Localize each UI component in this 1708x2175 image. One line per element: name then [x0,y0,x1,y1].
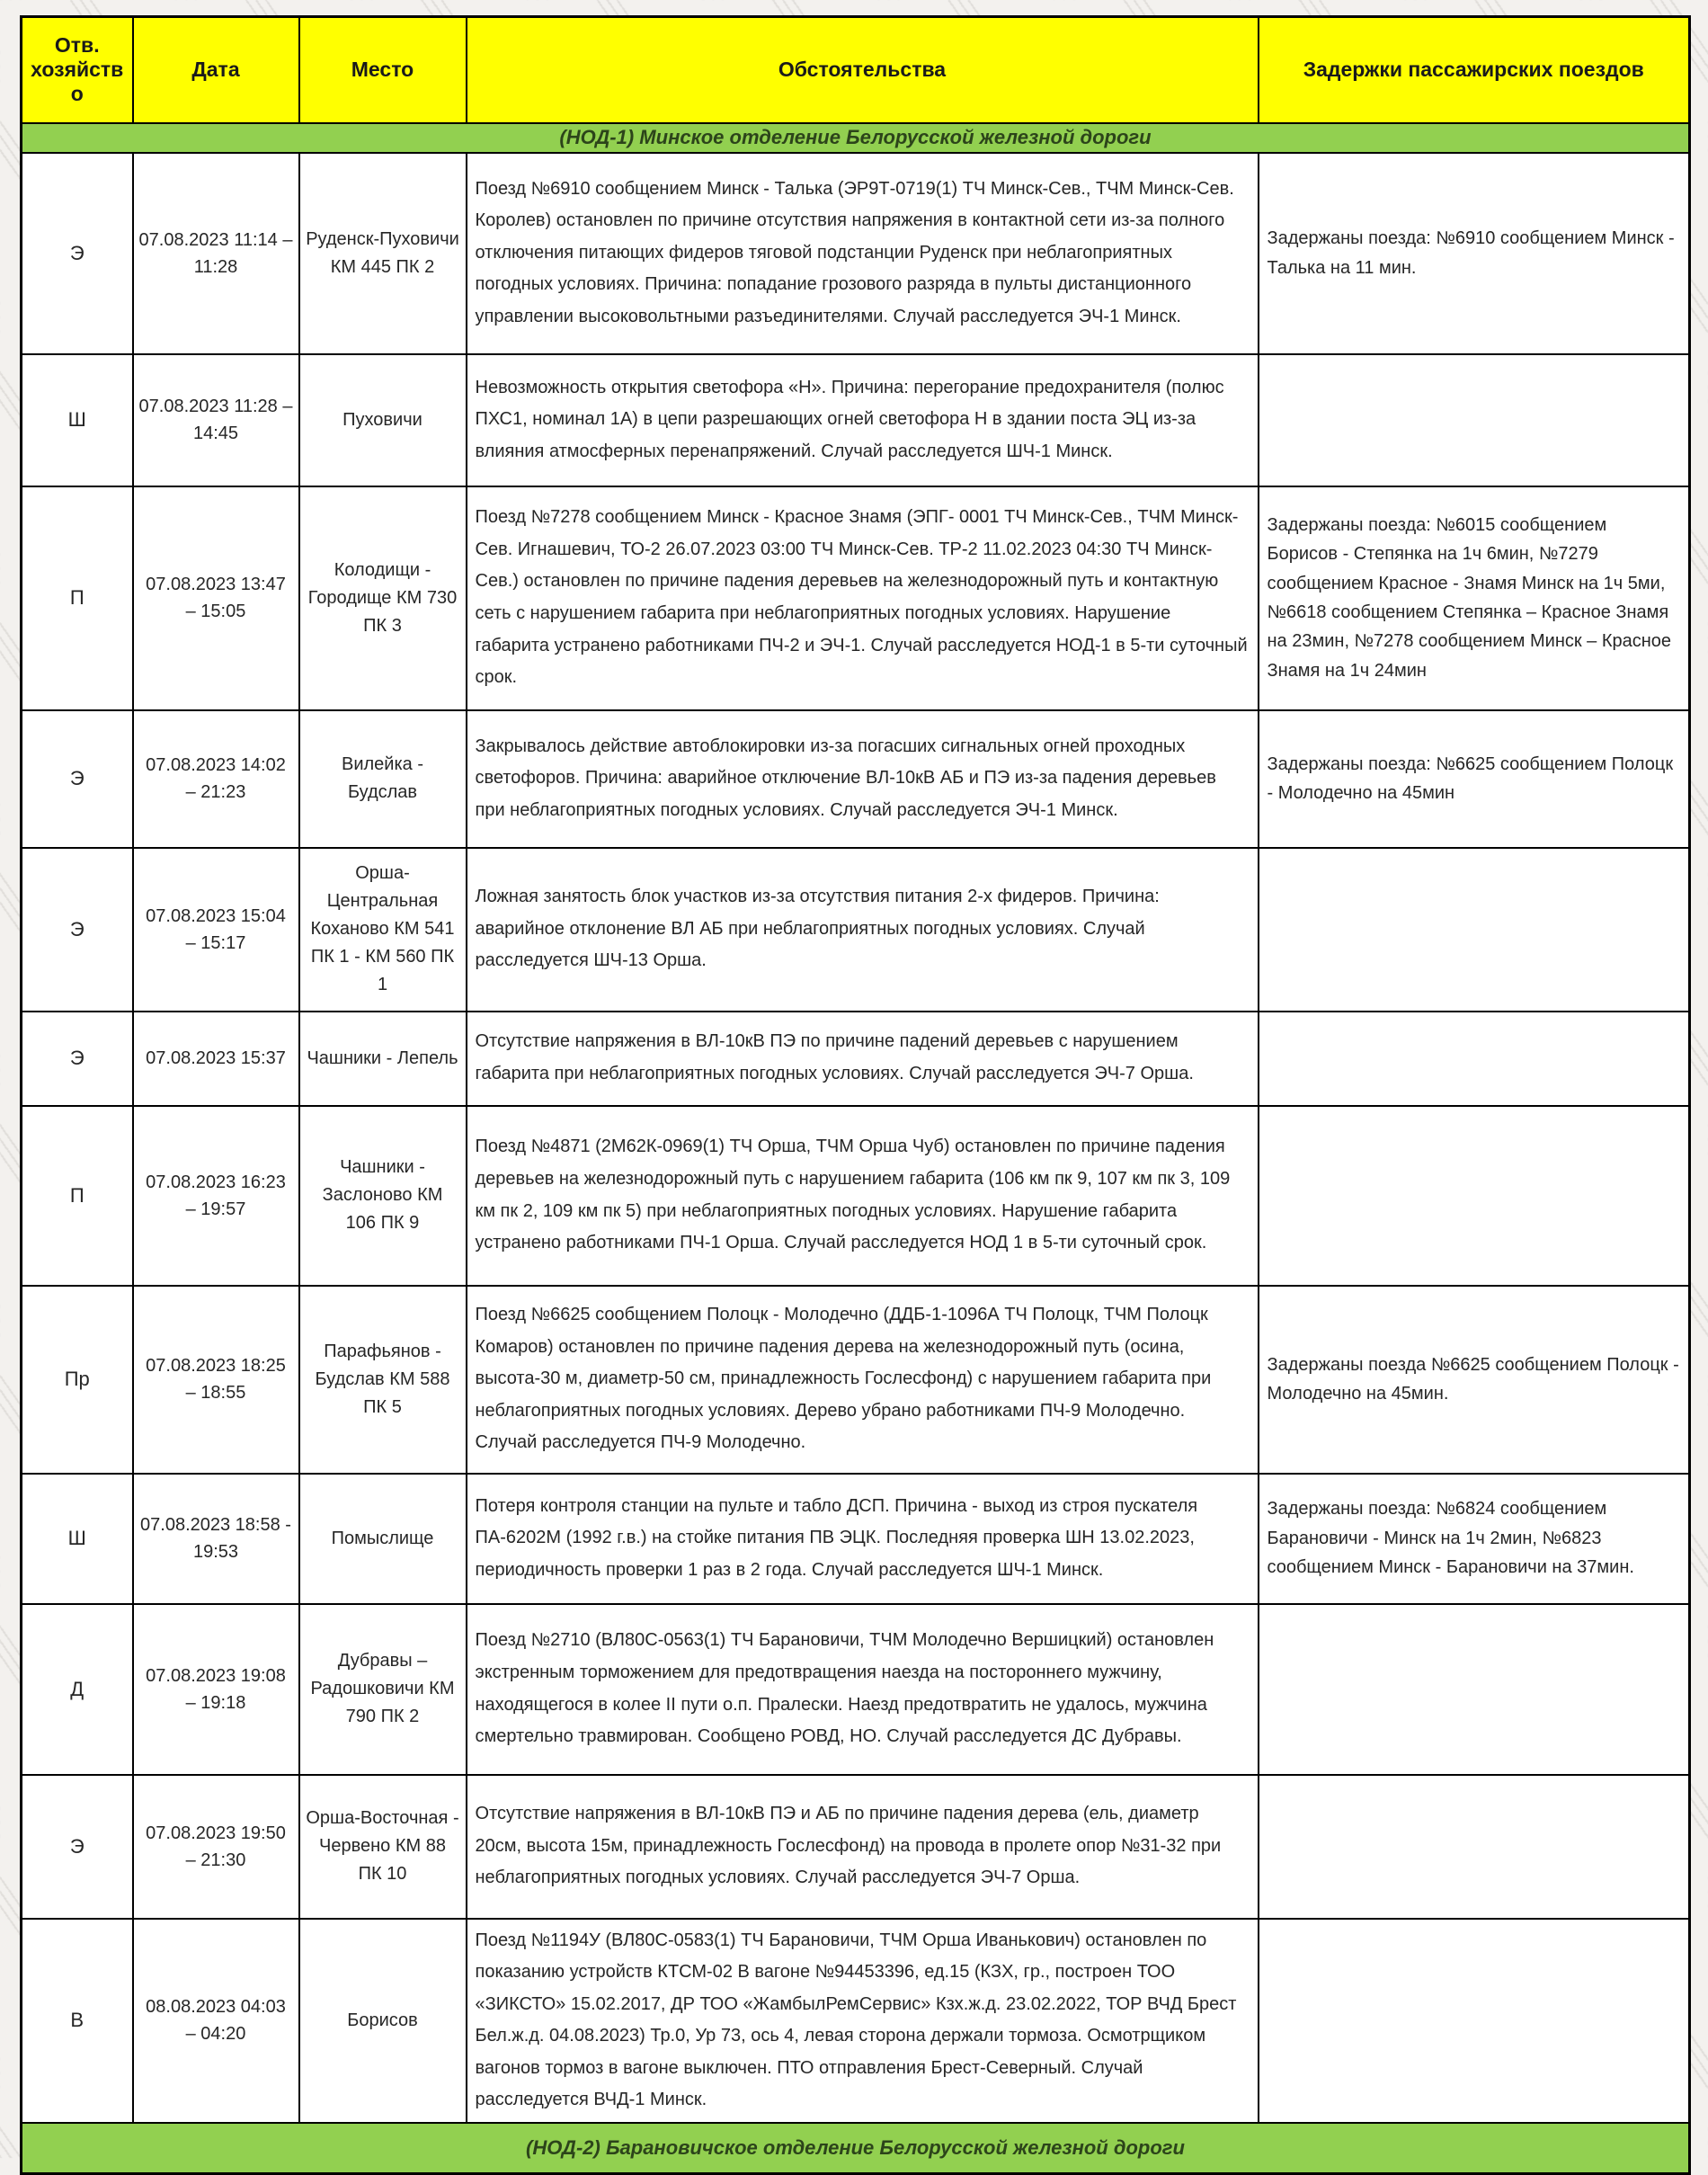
table-row [22,1919,1690,2124]
delays-cell: Задержаны поезда: №6910 сообщением Минск - Талька на 11 мин. [1259,153,1690,354]
section-header-nod2: (НОД-2) Барановичское отделение Белорусской железной дороги [22,2123,1690,2173]
delays-cell [1259,1604,1690,1775]
table-row [22,1775,1690,1919]
table-row [22,1604,1690,1775]
column-header-dept: Отв. хозяйство [22,17,133,123]
dept-cell: Э [22,153,133,354]
date-cell: 07.08.2023 19:08 – 19:18 [133,1604,299,1775]
place-cell: Чашники - Заслоново КМ 106 ПК 9 [299,1106,467,1286]
date-cell: 08.08.2023 04:03 – 04:20 [133,1919,299,2124]
place-cell: Борисов [299,1919,467,2124]
circumstances-cell: Поезд №6910 сообщением Минск - Талька (ЭР9Т-0719(1) ТЧ Минск-Сев., ТЧМ Минск-Сев. Королев) остановлен по причине отсутствия напряжения в контактной сети из-за полного отключения питающих фидеров тяговой подстанции Руденск при неблагоприятных погодных условиях. Причина: попадание грозового разряда в пульты дистанционного управлении высоковольтными разъединителями. Случай расследуется ЭЧ-1 Минск. [467,153,1259,354]
section-header-row-nod1 [22,123,1690,153]
incident-table [20,15,1691,2175]
dept-cell: Ш [22,1474,133,1604]
delays-cell: Задержаны поезда №6625 сообщением Полоцк - Молодечно на 45мин. [1259,1286,1690,1474]
dept-cell: Пр [22,1286,133,1474]
table-row [22,1012,1690,1106]
place-cell: Вилейка - Будслав [299,710,467,848]
column-header-date: Дата [133,17,299,123]
date-cell: 07.08.2023 18:58 - 19:53 [133,1474,299,1604]
date-cell: 07.08.2023 15:37 [133,1012,299,1106]
column-header-circumstances: Обстоятельства [467,17,1259,123]
delays-cell [1259,1106,1690,1286]
delays-cell [1259,1012,1690,1106]
date-cell: 07.08.2023 14:02 – 21:23 [133,710,299,848]
table-row [22,354,1690,486]
place-cell: Помыслище [299,1474,467,1604]
dept-cell: Э [22,848,133,1012]
dept-cell: В [22,1919,133,2124]
date-cell: 07.08.2023 13:47 – 15:05 [133,486,299,710]
dept-cell: Э [22,1775,133,1919]
delays-cell [1259,1919,1690,2124]
table-row [22,710,1690,848]
table-row [22,848,1690,1012]
delays-cell [1259,354,1690,486]
circumstances-cell: Поезд №1194У (ВЛ80С-0583(1) ТЧ Барановичи, ТЧМ Орша Иванькович) остановлен по показанию устройств КТСМ-02 В вагоне №94453396, ед.15 (КЗХ, гр., построен ТОО «ЗИКСТО» 15.02.2017, ДР ТОО «ЖамбылРемСервис» Кзх.ж.д. 23.02.2022, ТОР ВЧД Брест Бел.ж.д. 04.08.2023) Тр.0, Ур 73, ось 4, левая сторона держали тормоза. Осмотрщиком вагонов тормоз в вагоне выключен. ПТО отправления Брест-Северный. Случай расследуется ВЧД-1 Минск. [467,1919,1259,2124]
table-row [22,153,1690,354]
dept-cell: Ш [22,354,133,486]
date-cell: 07.08.2023 18:25 – 18:55 [133,1286,299,1474]
date-cell: 07.08.2023 15:04 – 15:17 [133,848,299,1012]
dept-cell: П [22,486,133,710]
place-cell: Орша-Восточная - Червено КМ 88 ПК 10 [299,1775,467,1919]
table-row [22,486,1690,710]
dept-cell: Э [22,1012,133,1106]
place-cell: Колодищи - Городище КМ 730 ПК 3 [299,486,467,710]
dept-cell: Э [22,710,133,848]
table-row [22,1474,1690,1604]
circumstances-cell: Потеря контроля станции на пульте и табло ДСП. Причина - выход из строя пускателя ПА-6202М (1992 г.в.) на стойке питания ПВ ЭЦК. Последняя проверка ШН 13.02.2023, периодичность проверки 1 раз в 2 года. Случай расследуется ШЧ-1 Минск. [467,1474,1259,1604]
date-cell: 07.08.2023 19:50 – 21:30 [133,1775,299,1919]
circumstances-cell: Поезд №4871 (2М62К-0969(1) ТЧ Орша, ТЧМ Орша Чуб) остановлен по причине падения деревьев на железнодорожный путь с нарушением габарита (106 км пк 9, 107 км пк 3, 109 км пк 2, 109 км пк 5) при неблагоприятных погодных условиях. Нарушение габарита устранено работниками ПЧ-1 Орша. Случай расследуется НОД 1 в 5-ти суточный срок. [467,1106,1259,1286]
circumstances-cell: Отсутствие напряжения в ВЛ-10кВ ПЭ и АБ по причине падения дерева (ель, диаметр 20см, высота 15м, принадлежность Гослесфонд) на провода в пролете опор №31-32 при неблагоприятных погодных условиях. Случай расследуется ЭЧ-7 Орша. [467,1775,1259,1919]
table-row [22,1286,1690,1474]
column-header-delays: Задержки пассажирских поездов [1259,17,1690,123]
place-cell: Дубравы – Радошковичи КМ 790 ПК 2 [299,1604,467,1775]
circumstances-cell: Ложная занятость блок участков из-за отсутствия питания 2-х фидеров. Причина: аварийное отклонение ВЛ АБ при неблагоприятных погодных условиях. Случай расследуется ШЧ-13 Орша. [467,848,1259,1012]
circumstances-cell: Поезд №6625 сообщением Полоцк - Молодечно (ДДБ-1-1096А ТЧ Полоцк, ТЧМ Полоцк Комаров) остановлен по причине падения дерева на железнодорожный путь (осина, высота-30 м, диаметр-50 см, принадлежность Гослесфонд) с нарушением габарита при неблагоприятных погодных условиях. Дерево убрано работниками ПЧ-9 Молодечно. Случай расследуется ПЧ-9 Молодечно. [467,1286,1259,1474]
delays-cell: Задержаны поезда: №6625 сообщением Полоцк - Молодечно на 45мин [1259,710,1690,848]
dept-cell: Д [22,1604,133,1775]
section-header-nod1: (НОД-1) Минское отделение Белорусской железной дороги [22,123,1690,153]
delays-cell: Задержаны поезда: №6824 сообщением Барановичи - Минск на 1ч 2мин, №6823 сообщением Минск - Барановичи на 37мин. [1259,1474,1690,1604]
table-row [22,1106,1690,1286]
circumstances-cell: Невозможность открытия светофора «Н». Причина: перегорание предохранителя (полюс ПХС1, номинал 1А) в цепи разрешающих огней светофора Н в здании поста ЭЦ из-за влияния атмосферных перенапряжений. Случай расследуется ШЧ-1 Минск. [467,354,1259,486]
place-cell: Чашники - Лепель [299,1012,467,1106]
circumstances-cell: Отсутствие напряжения в ВЛ-10кВ ПЭ по причине падений деревьев с нарушением габарита при неблагоприятных погодных условиях. Случай расследуется ЭЧ-7 Орша. [467,1012,1259,1106]
date-cell: 07.08.2023 11:14 – 11:28 [133,153,299,354]
circumstances-cell: Поезд №7278 сообщением Минск - Красное Знамя (ЭПГ- 0001 ТЧ Минск-Сев., ТЧМ Минск-Сев. Игнашевич, ТО-2 26.07.2023 03:00 ТЧ Минск-Сев. ТР-2 11.02.2023 04:30 ТЧ Минск-Сев.) остановлен по причине падения деревьев на железнодорожный путь и контактную сеть с нарушением габарита при неблагоприятных погодных условиях. Нарушение габарита устранено работниками ПЧ-2 и ЭЧ-1. Случай расследуется НОД-1 в 5-ти суточный срок. [467,486,1259,710]
place-cell: Пуховичи [299,354,467,486]
delays-cell: Задержаны поезда: №6015 сообщением Борисов - Степянка на 1ч 6мин, №7279 сообщением Красное - Знамя Минск на 1ч 5ми, №6618 сообщением Степянка – Красное Знамя на 23мин, №7278 сообщением Минск – Красное Знамя на 1ч 24мин [1259,486,1690,710]
place-cell: Парафьянов - Будслав КМ 588 ПК 5 [299,1286,467,1474]
place-cell: Руденск-Пуховичи КМ 445 ПК 2 [299,153,467,354]
section-header-row-nod2 [22,2123,1690,2173]
circumstances-cell: Поезд №2710 (ВЛ80С-0563(1) ТЧ Барановичи, ТЧМ Молодечно Вершицкий) остановлен экстренным торможением для предотвращения наезда на постороннего мужчину, находящегося в колее II пути о.п. Пралески. Наезд предотвратить не удалось, мужчина смертельно травмирован. Сообщено РОВД, НО. Случай расследуется ДС Дубравы. [467,1604,1259,1775]
header-row [22,17,1690,123]
delays-cell [1259,1775,1690,1919]
circumstances-cell: Закрывалось действие автоблокировки из-за погасших сигнальных огней проходных светофоров. Причина: аварийное отключение ВЛ-10кВ АБ и ПЭ из-за падения деревьев при неблагоприятных погодных условиях. Случай расследуется ЭЧ-1 Минск. [467,710,1259,848]
delays-cell [1259,848,1690,1012]
column-header-place: Место [299,17,467,123]
dept-cell: П [22,1106,133,1286]
place-cell: Орша-Центральная Коханово КМ 541 ПК 1 - КМ 560 ПК 1 [299,848,467,1012]
date-cell: 07.08.2023 11:28 – 14:45 [133,354,299,486]
date-cell: 07.08.2023 16:23 – 19:57 [133,1106,299,1286]
